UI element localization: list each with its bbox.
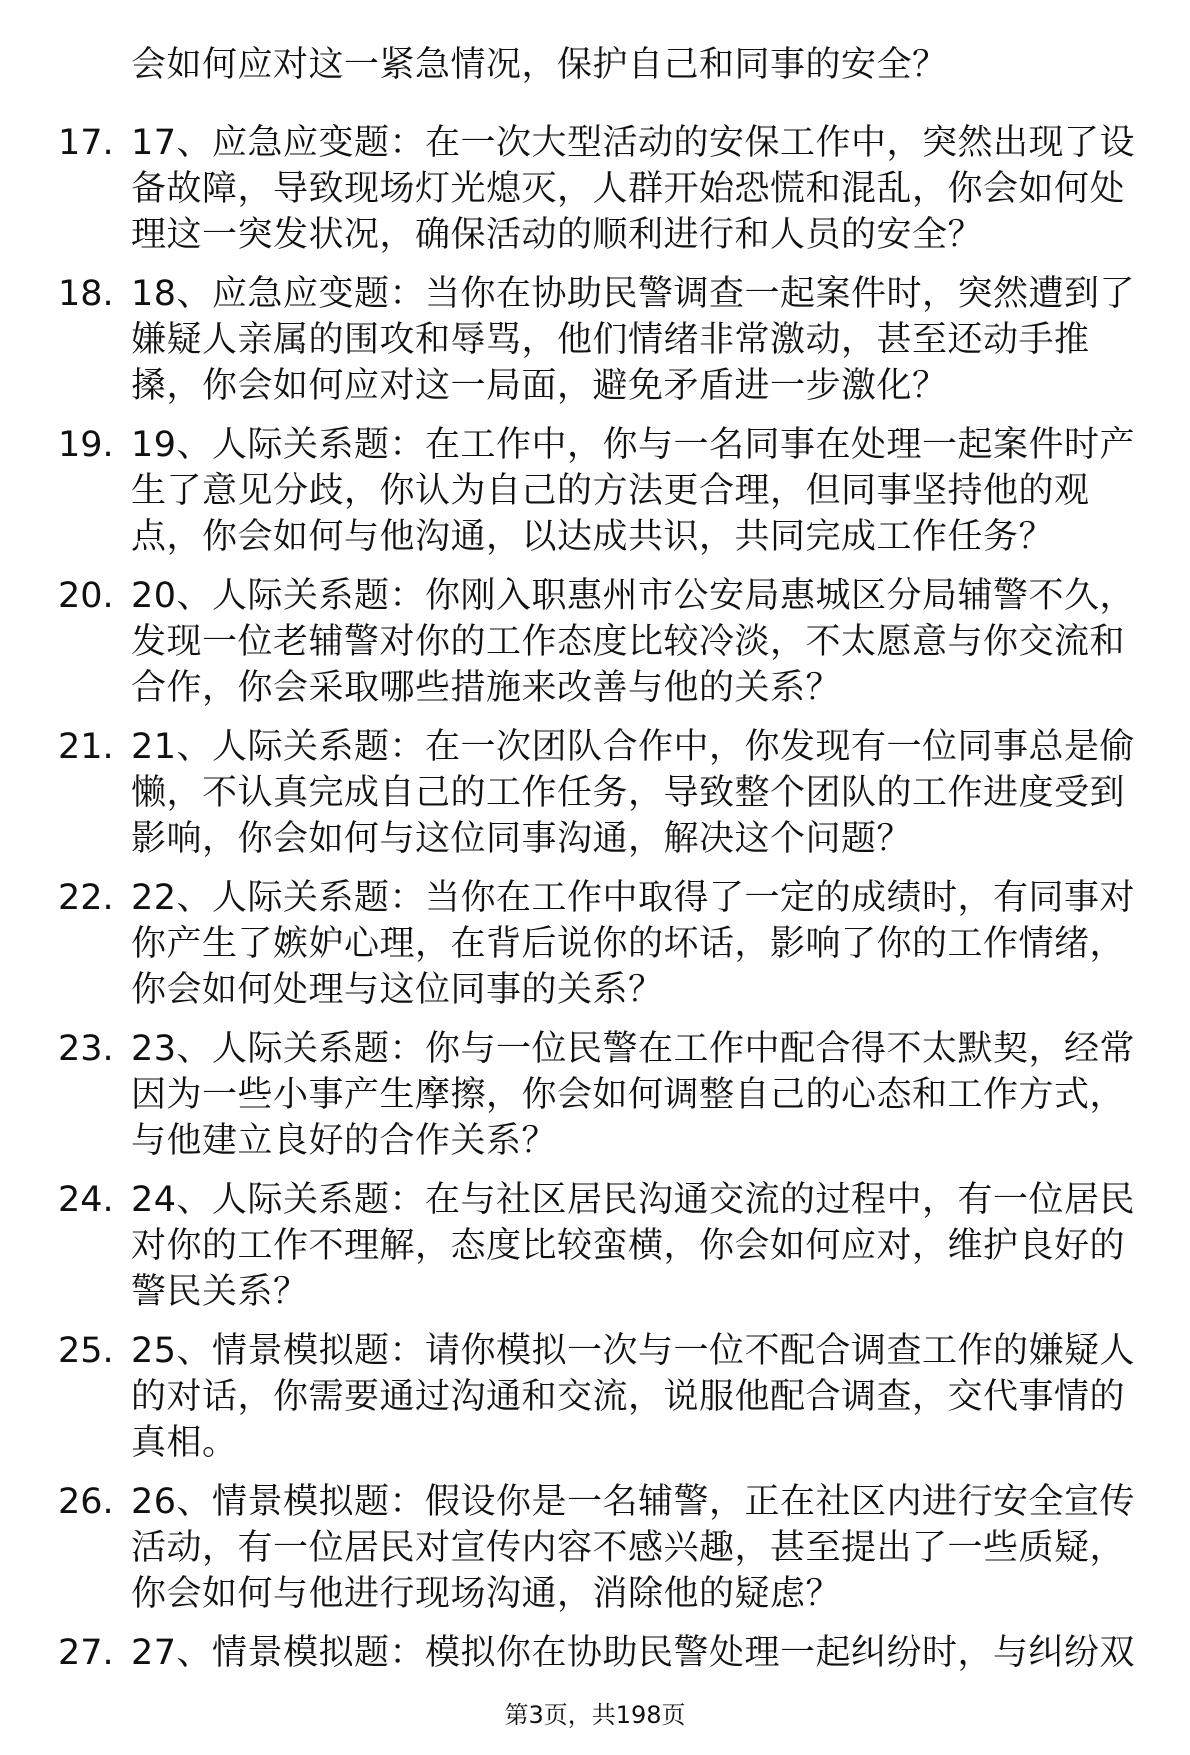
question-text-line: 你会如何处理与这位同事的关系？ (131, 970, 664, 1010)
question-item (0, 1177, 1190, 1315)
question-item (0, 1328, 1190, 1466)
question-text-line: 合作，你会采取哪些措施来改善与他的关系？ (131, 668, 842, 708)
question-text-line: 生了意见分歧，你认为自己的方法更合理，但同事坚持他的观 (131, 471, 1090, 511)
question-text (131, 1177, 1156, 1315)
question-text-line: 23、人际关系题：你与一位民警在工作中配合得不太默契，经常 (131, 1029, 1136, 1069)
question-text-line: 21、人际关系题：在一次团队合作中，你发现有一位同事总是偷 (131, 727, 1136, 767)
question-text-line: 活动，有一位居民对宣传内容不感兴趣，甚至提出了一些质疑， (131, 1528, 1126, 1568)
question-text-line: 27、情景模拟题：模拟你在协助民警处理一起纠纷时，与纠纷双 (131, 1633, 1136, 1673)
question-item (0, 875, 1190, 1013)
question-text-line: 影响，你会如何与这位同事沟通，解决这个问题？ (131, 819, 913, 859)
question-text-line: 真相。 (131, 1423, 238, 1463)
question-text (131, 1630, 1156, 1676)
question-text-line: 20、人际关系题：你刚入职惠州市公安局惠城区分局辅警不久， (131, 576, 1136, 616)
question-item (0, 573, 1190, 711)
question-text-line: 18、应急应变题：当你在协助民警调查一起案件时，突然遭到了 (131, 274, 1136, 314)
question-text-line: 警民关系？ (131, 1272, 309, 1312)
question-text-line: 19、人际关系题：在工作中，你与一名同事在处理一起案件时产 (131, 425, 1136, 465)
question-item (0, 271, 1190, 409)
question-item (0, 724, 1190, 862)
question-number: 17. (58, 123, 114, 163)
question-text (131, 875, 1156, 1013)
question-text (131, 271, 1156, 409)
question-text (131, 422, 1156, 560)
question-number: 24. (58, 1180, 114, 1220)
question-item (0, 422, 1190, 560)
question-text-line: 备故障，导致现场灯光熄灭，人群开始恐慌和混乱，你会如何处 (131, 169, 1126, 209)
question-text (131, 120, 1156, 258)
question-text-line: 24、人际关系题：在与社区居民沟通交流的过程中，有一位居民 (131, 1180, 1136, 1220)
question-text-line: 你会如何与他进行现场沟通，消除他的疑虑？ (131, 1574, 842, 1614)
question-text-line: 对你的工作不理解，态度比较蛮横，你会如何应对，维护良好的 (131, 1226, 1126, 1266)
question-item (0, 1479, 1190, 1617)
question-text (131, 1479, 1156, 1617)
question-text-line: 25、情景模拟题：请你模拟一次与一位不配合调查工作的嫌疑人 (131, 1331, 1136, 1371)
question-number: 20. (58, 576, 114, 616)
question-text (131, 1026, 1156, 1164)
continuation-text: 会如何应对这一紧急情况，保护自己和同事的安全？ (131, 45, 948, 85)
question-text-line: 点，你会如何与他沟通，以达成共识，共同完成工作任务？ (131, 517, 1055, 557)
question-text-line: 的对话，你需要通过沟通和交流，说服他配合调查，交代事情的 (131, 1377, 1126, 1417)
question-number: 23. (58, 1029, 114, 1069)
question-text-line: 懒，不认真完成自己的工作任务，导致整个团队的工作进度受到 (131, 773, 1126, 813)
question-text-line: 与他建立良好的合作关系？ (131, 1121, 558, 1161)
question-text-line: 因为一些小事产生摩擦，你会如何调整自己的心态和工作方式， (131, 1075, 1126, 1115)
question-text-line: 26、情景模拟题：假设你是一名辅警，正在社区内进行安全宣传 (131, 1482, 1136, 1522)
question-number: 18. (58, 274, 114, 314)
question-item (0, 1026, 1190, 1164)
question-item (0, 1630, 1190, 1676)
question-number: 25. (58, 1331, 114, 1371)
question-number: 19. (58, 425, 114, 465)
question-number: 27. (58, 1633, 114, 1673)
question-text-line: 搡，你会如何应对这一局面，避免矛盾进一步激化？ (131, 366, 948, 406)
question-text-line: 你产生了嫉妒心理，在背后说你的坏话，影响了你的工作情绪， (131, 924, 1126, 964)
question-text-line: 17、应急应变题：在一次大型活动的安保工作中，突然出现了设 (131, 123, 1136, 163)
question-text-line: 嫌疑人亲属的围攻和辱骂，他们情绪非常激动，甚至还动手推 (131, 320, 1090, 360)
question-text (131, 573, 1156, 711)
question-text-line: 22、人际关系题：当你在工作中取得了一定的成绩时，有同事对 (131, 878, 1136, 918)
question-text (131, 1328, 1156, 1466)
question-list (0, 120, 1190, 1689)
page-number-footer: 第3页，共198页 (504, 1701, 686, 1729)
question-number: 22. (58, 878, 114, 918)
question-text-line: 发现一位老辅警对你的工作态度比较冷淡，不太愿意与你交流和 (131, 622, 1126, 662)
question-number: 26. (58, 1482, 114, 1522)
question-text (131, 724, 1156, 862)
question-item (0, 120, 1190, 258)
question-number: 21. (58, 727, 114, 767)
question-text-line: 理这一突发状况，确保活动的顺利进行和人员的安全？ (131, 215, 984, 255)
